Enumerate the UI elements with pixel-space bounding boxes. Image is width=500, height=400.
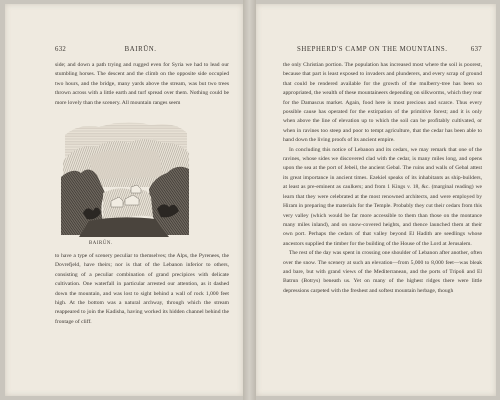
paragraph: In concluding this notice of Lebanon and its cedars, we may remark that one of the ravines, whose sides we discovered clad with the cedar, is many miles long, and opens upon the sea at the port of Jebeil, the ancient Gebal. The ruins and walls of Gebal attest its great importance in ancient times. Ezekiel speaks of its inhabitants as ship-builders, at least as pre-eminent as caulkers; and from 1 Kings v. 18, &c. (marginal reading) we learn that they were celebrated at the most renowned architects, and were employed by Hiram in preparing the materials for the Temple. Probably they cut their cedars from this very valley (which would be far more accessible to them than those on the montance many miles inland), and on snow-covered heights, and thence launched them at their own port. Perhaps the cedars of that valley beyond El Hadith are seedlings whose ancestors supplied the timber for the building of the House of the Lord at Jerusalem. xyxy=(283,146,482,247)
right-page-header xyxy=(283,46,482,53)
right-page-content xyxy=(283,46,482,296)
bairun-engraving xyxy=(59,117,191,237)
left-page-number: 632 xyxy=(55,46,67,53)
right-page-number: 637 xyxy=(470,46,482,53)
right-page xyxy=(256,4,496,396)
paragraph: side; and down a path trying and rugged even for Syria we had to lead our stumbling horses. The descent and the climb on the opposite side occupied two hours, and the bridge, many yards above the stream, was but two trees thrown across with a little earth and turf spread over them. Nothing could be more lovely than the scenery. All mountain ranges seem xyxy=(55,62,229,106)
figure-caption: BAIRŪN. xyxy=(89,241,113,247)
page-gutter xyxy=(243,0,256,400)
engraving-illustration xyxy=(59,117,191,237)
right-running-head: SHEPHERD'S CAMP ON THE MOUNTAINS. xyxy=(297,46,448,53)
paragraph: the only Christian portion. The population has increased most where the soil is poorest, because that part is least exposed to invaders and plunderers, and every scrap of ground that could be rendered available for the growth of the mulberry-tree has been so appropriated, the wealth of these mountaineers depending on silkworms, which they rear for the Damascus market. Again, food here is most precious and scarce. Thus every possible cause has operated for the extirpation of the primitive forest; and it is only when above the line of elevation up to which the soil can be profitably cultivated, or when in ravines too steep and poor to tempt agriculture, that the cedar has been able to hand down the living proofs of its ancient empire. xyxy=(283,62,482,144)
paragraph: to have a type of scenery peculiar to themselves; the Alps, the Pyrenees, the Dovrefjeld, have theirs; nor is that of the Lebanon inferior to others, consisting of a peculiar combination of grand precipices with delicate cultivation. One waterfall in particular arrested our attention, as it dashed down the mountain, and was lost to sight behind a wall of rock 1,000 feet high. At the bottom was a natural archway, through which the stream reappeared to join the Kadisha, having worked its hidden channel behind the frontage of cliff. xyxy=(55,253,229,325)
right-text xyxy=(283,61,482,296)
left-page-content xyxy=(55,46,229,327)
left-text-bottom xyxy=(55,252,229,327)
left-page-header xyxy=(55,46,229,53)
paragraph: The rest of the day was spent in crossing one shoulder of Lebanon after another, often over the snow. The scenery at such an elevation—from 5,000 to 8,000 feet—was bleak and bare, but with grand views of the Mediterranean, and the ports of Tripoli and El Batrun (Botrys) beneath us. Yet on many of the highest ridges there were little depressions carpeted with the freshest and softest mountain herbage, though xyxy=(283,250,482,294)
left-text-top xyxy=(55,61,229,108)
left-page xyxy=(5,4,243,396)
left-running-head: BAIRŪN. xyxy=(124,46,157,53)
